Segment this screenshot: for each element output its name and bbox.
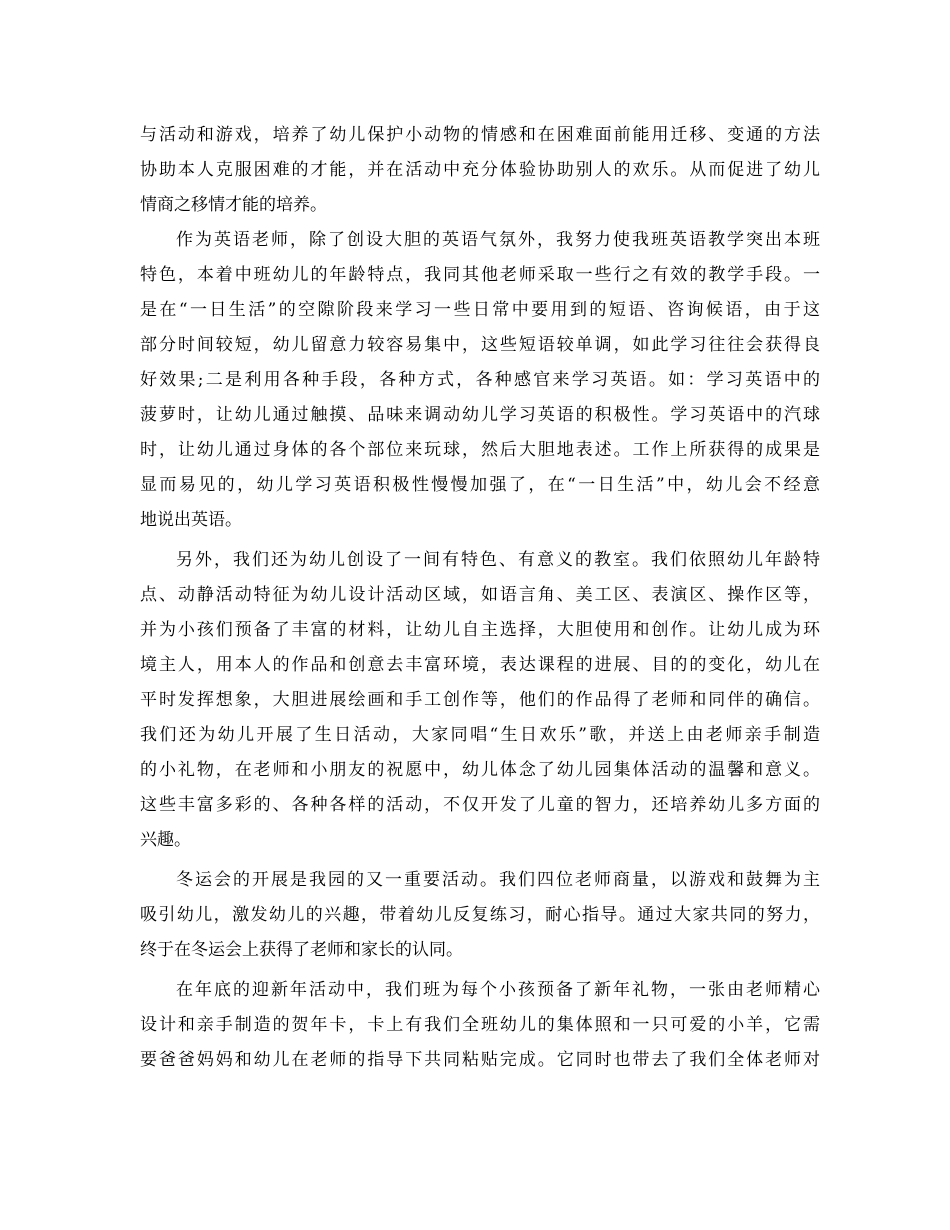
text-line: 好效果;二是利用各种手段，各种方式，各种感官来学习英语。如：学习英语中的 bbox=[140, 370, 820, 390]
text-line: 点、动静活动特征为幼儿设计活动区域，如语言角、美工区、表演区、操作区等， bbox=[140, 585, 820, 605]
text-line: 我们还为幼儿开展了生日活动，大家同唱“生日欢乐”歌，并送上由老师亲手制造 bbox=[140, 725, 820, 745]
text-line: 平时发挥想象，大胆进展绘画和手工创作等，他们的作品得了老师和同伴的确信。 bbox=[140, 690, 820, 710]
text-line: 终于在冬运会上获得了老师和家长的认同。 bbox=[140, 940, 463, 960]
paragraph-first-line: 作为英语老师，除了创设大胆的英语气氛外，我努力使我班英语教学突出本班 bbox=[176, 230, 820, 250]
text-line: 协助本人克服困难的才能，并在活动中充分体验协助别人的欢乐。从而促进了幼儿 bbox=[140, 160, 820, 180]
text-line: 地说出英语。 bbox=[140, 510, 242, 530]
text-line: 与活动和游戏，培养了幼儿保护小动物的情感和在困难面前能用迁移、变通的方法 bbox=[140, 125, 820, 145]
text-line: 的小礼物，在老师和小朋友的祝愿中，幼儿体念了幼儿园集体活动的温馨和意义。 bbox=[140, 760, 820, 780]
paragraph-first-line: 在年底的迎新年活动中，我们班为每个小孩预备了新年礼物，一张由老师精心 bbox=[176, 980, 820, 1000]
text-line: 这些丰富多彩的、各种各样的活动，不仅开发了儿童的智力，还培养幼儿多方面的 bbox=[140, 795, 820, 815]
text-line: 是在“一日生活”的空隙阶段来学习一些日常中要用到的短语、咨询候语，由于这 bbox=[140, 300, 820, 320]
text-line: 特色，本着中班幼儿的年龄特点，我同其他老师采取一些行之有效的教学手段。一 bbox=[140, 265, 820, 285]
text-line: 设计和亲手制造的贺年卡，卡上有我们全班幼儿的集体照和一只可爱的小羊，它需 bbox=[140, 1015, 820, 1035]
text-line: 兴趣。 bbox=[140, 830, 191, 850]
text-line: 吸引幼儿，激发幼儿的兴趣，带着幼儿反复练习，耐心指导。通过大家共同的努力， bbox=[140, 905, 820, 925]
text-line: 境主人，用本人的作品和创意去丰富环境，表达课程的进展、目的的变化，幼儿在 bbox=[140, 655, 820, 675]
text-line: 情商之移情才能的培养。 bbox=[140, 195, 327, 215]
text-line: 部分时间较短，幼儿留意力较容易集中，这些短语较单调，如此学习往往会获得良 bbox=[140, 335, 820, 355]
text-line: 显而易见的，幼儿学习英语积极性慢慢加强了，在“一日生活”中，幼儿会不经意 bbox=[140, 475, 820, 495]
text-line: 菠萝时，让幼儿通过触摸、品味来调动幼儿学习英语的积极性。学习英语中的汽球 bbox=[140, 405, 820, 425]
paragraph-first-line: 另外，我们还为幼儿创设了一间有特色、有意义的教室。我们依照幼儿年龄特 bbox=[176, 550, 820, 570]
text-line: 要爸爸妈妈和幼儿在老师的指导下共同粘贴完成。它同时也带去了我们全体老师对 bbox=[140, 1050, 820, 1070]
text-line: 时，让幼儿通过身体的各个部位来玩球，然后大胆地表述。工作上所获得的成果是 bbox=[140, 440, 820, 460]
text-line: 并为小孩们预备了丰富的材料，让幼儿自主选择，大胆使用和创作。让幼儿成为环 bbox=[140, 620, 820, 640]
paragraph-first-line: 冬运会的开展是我园的又一重要活动。我们四位老师商量，以游戏和鼓舞为主 bbox=[176, 870, 820, 890]
